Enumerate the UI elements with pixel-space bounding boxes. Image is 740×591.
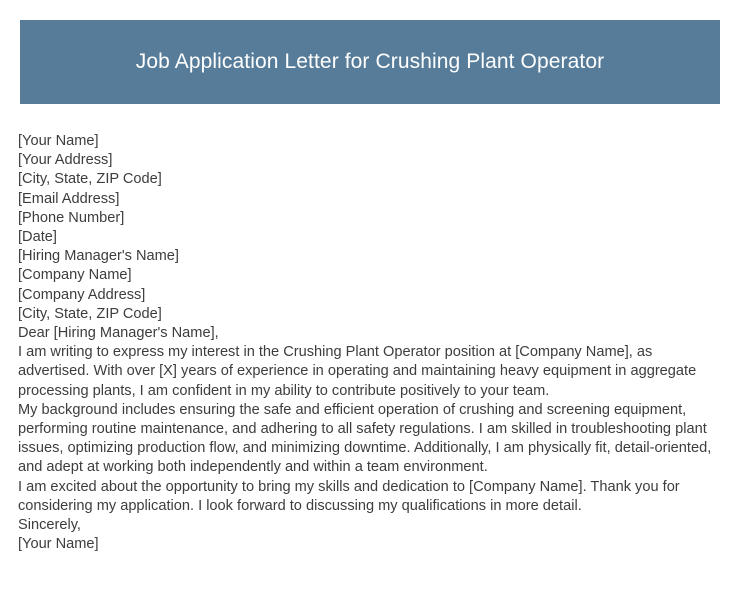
letter-line-date: [Date]: [18, 229, 57, 246]
letter-body: [18, 132, 714, 554]
letter-line-hiring-manager-name: [Hiring Manager's Name]: [18, 248, 179, 265]
page-title: Job Application Letter for Crushing Plant Operator: [135, 50, 605, 74]
letter-line-your-name: [Your Name]: [18, 133, 99, 149]
letter-line-company-city-state-zip: [City, State, ZIP Code]: [18, 305, 162, 322]
letter-salutation: Dear [Hiring Manager's Name],: [18, 325, 219, 342]
letter-line-company-name: [Company Name]: [18, 267, 132, 284]
letter-signature-name: [Your Name]: [18, 536, 99, 553]
letter-paragraph-background: My background includes ensuring the safe and efficient operation of crushing and screening equipment, performing routine maintenance, and adhering to all safety regulations. I am skilled in troubleshooting plant issues, optimizing production flow, and minimizing downtime. Additionally, I am physically fit, detail-oriented, and adept at working both independently and within a team environment.: [18, 401, 712, 476]
letter-paragraph-intro: I am writing to express my interest in the Crushing Plant Operator position at [Company Name], as advertised. With over [X] years of experience in operating and maintaining heavy equipment in aggregate processing plants, I am confident in my ability to contribute positively to your team.: [18, 344, 697, 399]
letter-signoff: Sincerely,: [18, 517, 81, 534]
letter-paragraph-closing: I am excited about the opportunity to bring my skills and dedication to [Company Name]. Thank you for considering my application. I look forward to discussing my qualifications in more detail.: [18, 478, 680, 514]
letter-line-email-address: [Email Address]: [18, 190, 120, 207]
letter-line-company-address: [Company Address]: [18, 286, 146, 303]
letter-line-city-state-zip: [City, State, ZIP Code]: [18, 171, 162, 188]
letter-line-phone-number: [Phone Number]: [18, 209, 125, 226]
document-title-banner: [20, 20, 720, 104]
letter-line-your-address: [Your Address]: [18, 152, 113, 169]
